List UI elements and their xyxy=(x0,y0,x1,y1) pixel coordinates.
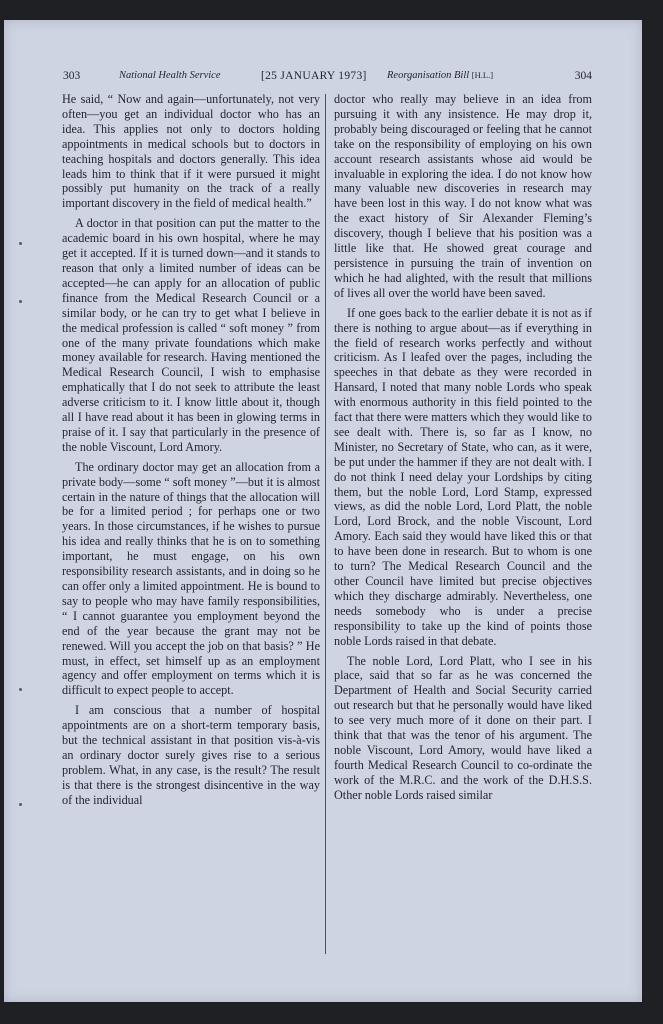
running-header xyxy=(63,70,592,86)
margin-mark xyxy=(19,300,22,303)
left-text-column xyxy=(62,92,320,808)
left-paragraph-1: He said, “ Now and again—unfortunately, not very often—you get an individual doctor who has an idea. This applies not only to doctors holding appointments in medical schools but to doctors in teaching hospitals and doctors generally. This idea leads him to think that if it were pursued it might possibly put humanity on the track of a really important discovery in the field of medical health.” xyxy=(62,92,320,211)
left-paragraph-4: I am conscious that a number of hospital appointments are on a short-term temporary basis, but the technical assistant in that position vis-à-vis an ordinary doctor surely gives rise to a serious problem. What, in any case, is the result? The result is that there is the strongest disincentive in the way of the individual xyxy=(62,703,320,807)
right-running-title xyxy=(387,70,493,81)
margin-mark xyxy=(19,688,22,691)
right-page-number: 304 xyxy=(574,70,592,82)
left-running-title: National Health Service xyxy=(119,70,221,81)
column-divider xyxy=(325,94,326,954)
left-page-number: 303 xyxy=(63,70,81,82)
right-running-title-suffix: [H.L.] xyxy=(471,70,494,80)
left-paragraph-3: The ordinary doctor may get an allocation from a private body—some “ soft money ”—but it is almost certain in the nature of things that the allocation will be for a limited period ; for perhaps one or two years. In those circumstances, if he wishes to pursue his idea and really thinks that he is on to something important, he must engage, on his own responsibility research assistants, and in doing so he can offer only a limited appointment. He is bound to say to people who may have family responsibilities, “ I cannot guarantee you employment beyond the end of the year because the grant may not be renewed. Will you accept the job on that basis? ” He must, in effect, set himself up as an employment agency and offer employment on terms which it is difficult to expect people to accept. xyxy=(62,459,320,698)
right-paragraph-3: The noble Lord, Lord Platt, who I see in his place, said that so far as he was concerned the Department of Health and Social Security carried out research but that he personally would have liked to see very much more of it done on their part. I think that that was the tenor of his argument. The noble Viscount, Lord Amory, would have liked a fourth Medical Research Council to co-ordinate the work of the M.R.C. and the work of the D.H.S.S. Other noble Lords raised similar xyxy=(334,653,592,802)
right-text-column xyxy=(334,92,592,803)
margin-mark xyxy=(19,242,22,245)
right-paragraph-2: If one goes back to the earlier debate it is not as if there is nothing to argue about—as if everything in the field of research works perfectly and without criticism. As I leafed over the pages, including the speeches in that debate as they were recorded in Hansard, I noted that many noble Lords who speak with enormous authority in this field pointed to the fact that there were matters which they would like to see dealt with. There is, so far as I know, no Minister, no Secretary of State, who can, as it were, be put under the hammer if they are not dealt with. I do not think I need delay your Lordships by citing them, but the noble Lord, Lord Stamp, expressed views, as did the noble Lord, Lord Platt, the noble Lord, Lord Brock, and the noble Viscount, Lord Amory. Each said they would have liked this or that to have been done in research. But to whom is one to turn? The Medical Research Council and the other Council have limited but precise objectives which they discharge admirably. Nevertheless, one needs somebody who is under a precise responsibility to take up the kind of points those noble Lords raised in that debate. xyxy=(334,305,592,648)
left-paragraph-2: A doctor in that position can put the matter to the academic board in his own hospital, where he may get it accepted. If it is turned down—and it stands to reason that only a limited number of ideas can be accepted—he can apply for an allocation of public finance from the Medical Research Council or a similar body, or he can try to get what I believe in the medical profession is called “ soft money ” from one of the many private foundations which make money available for research. Having mentioned the Medical Research Council, I wish to emphasise emphatically that I do not seek to attribute the least adverse criticism to it. I know little about it, though all I have read about it has been in glowing terms in praise of it. I say that particularly in the presence of the noble Viscount, Lord Amory. xyxy=(62,216,320,454)
header-date: [25 JANUARY 1973] xyxy=(261,70,367,82)
document-page xyxy=(4,20,642,1002)
right-running-title-text: Reorganisation Bill xyxy=(387,70,470,81)
right-paragraph-1: doctor who really may believe in an idea from pursuing it with any insistence. He may drop it, probably being discouraged or feeling that he cannot take on the responsibility of employing on his own account research assistants whose aid would be invaluable in exploring the idea. I do not know how many valuable new discoveries in research may have been lost in this way. I do not know what was the exact history of Sir Alexander Fleming’s discovery, though I believe that his position was a little like that. He showed great courage and persistence in pursuing the train of invention on which he had alighted, with the result that millions of lives all over the world have been saved. xyxy=(334,92,592,300)
margin-mark xyxy=(19,803,22,806)
